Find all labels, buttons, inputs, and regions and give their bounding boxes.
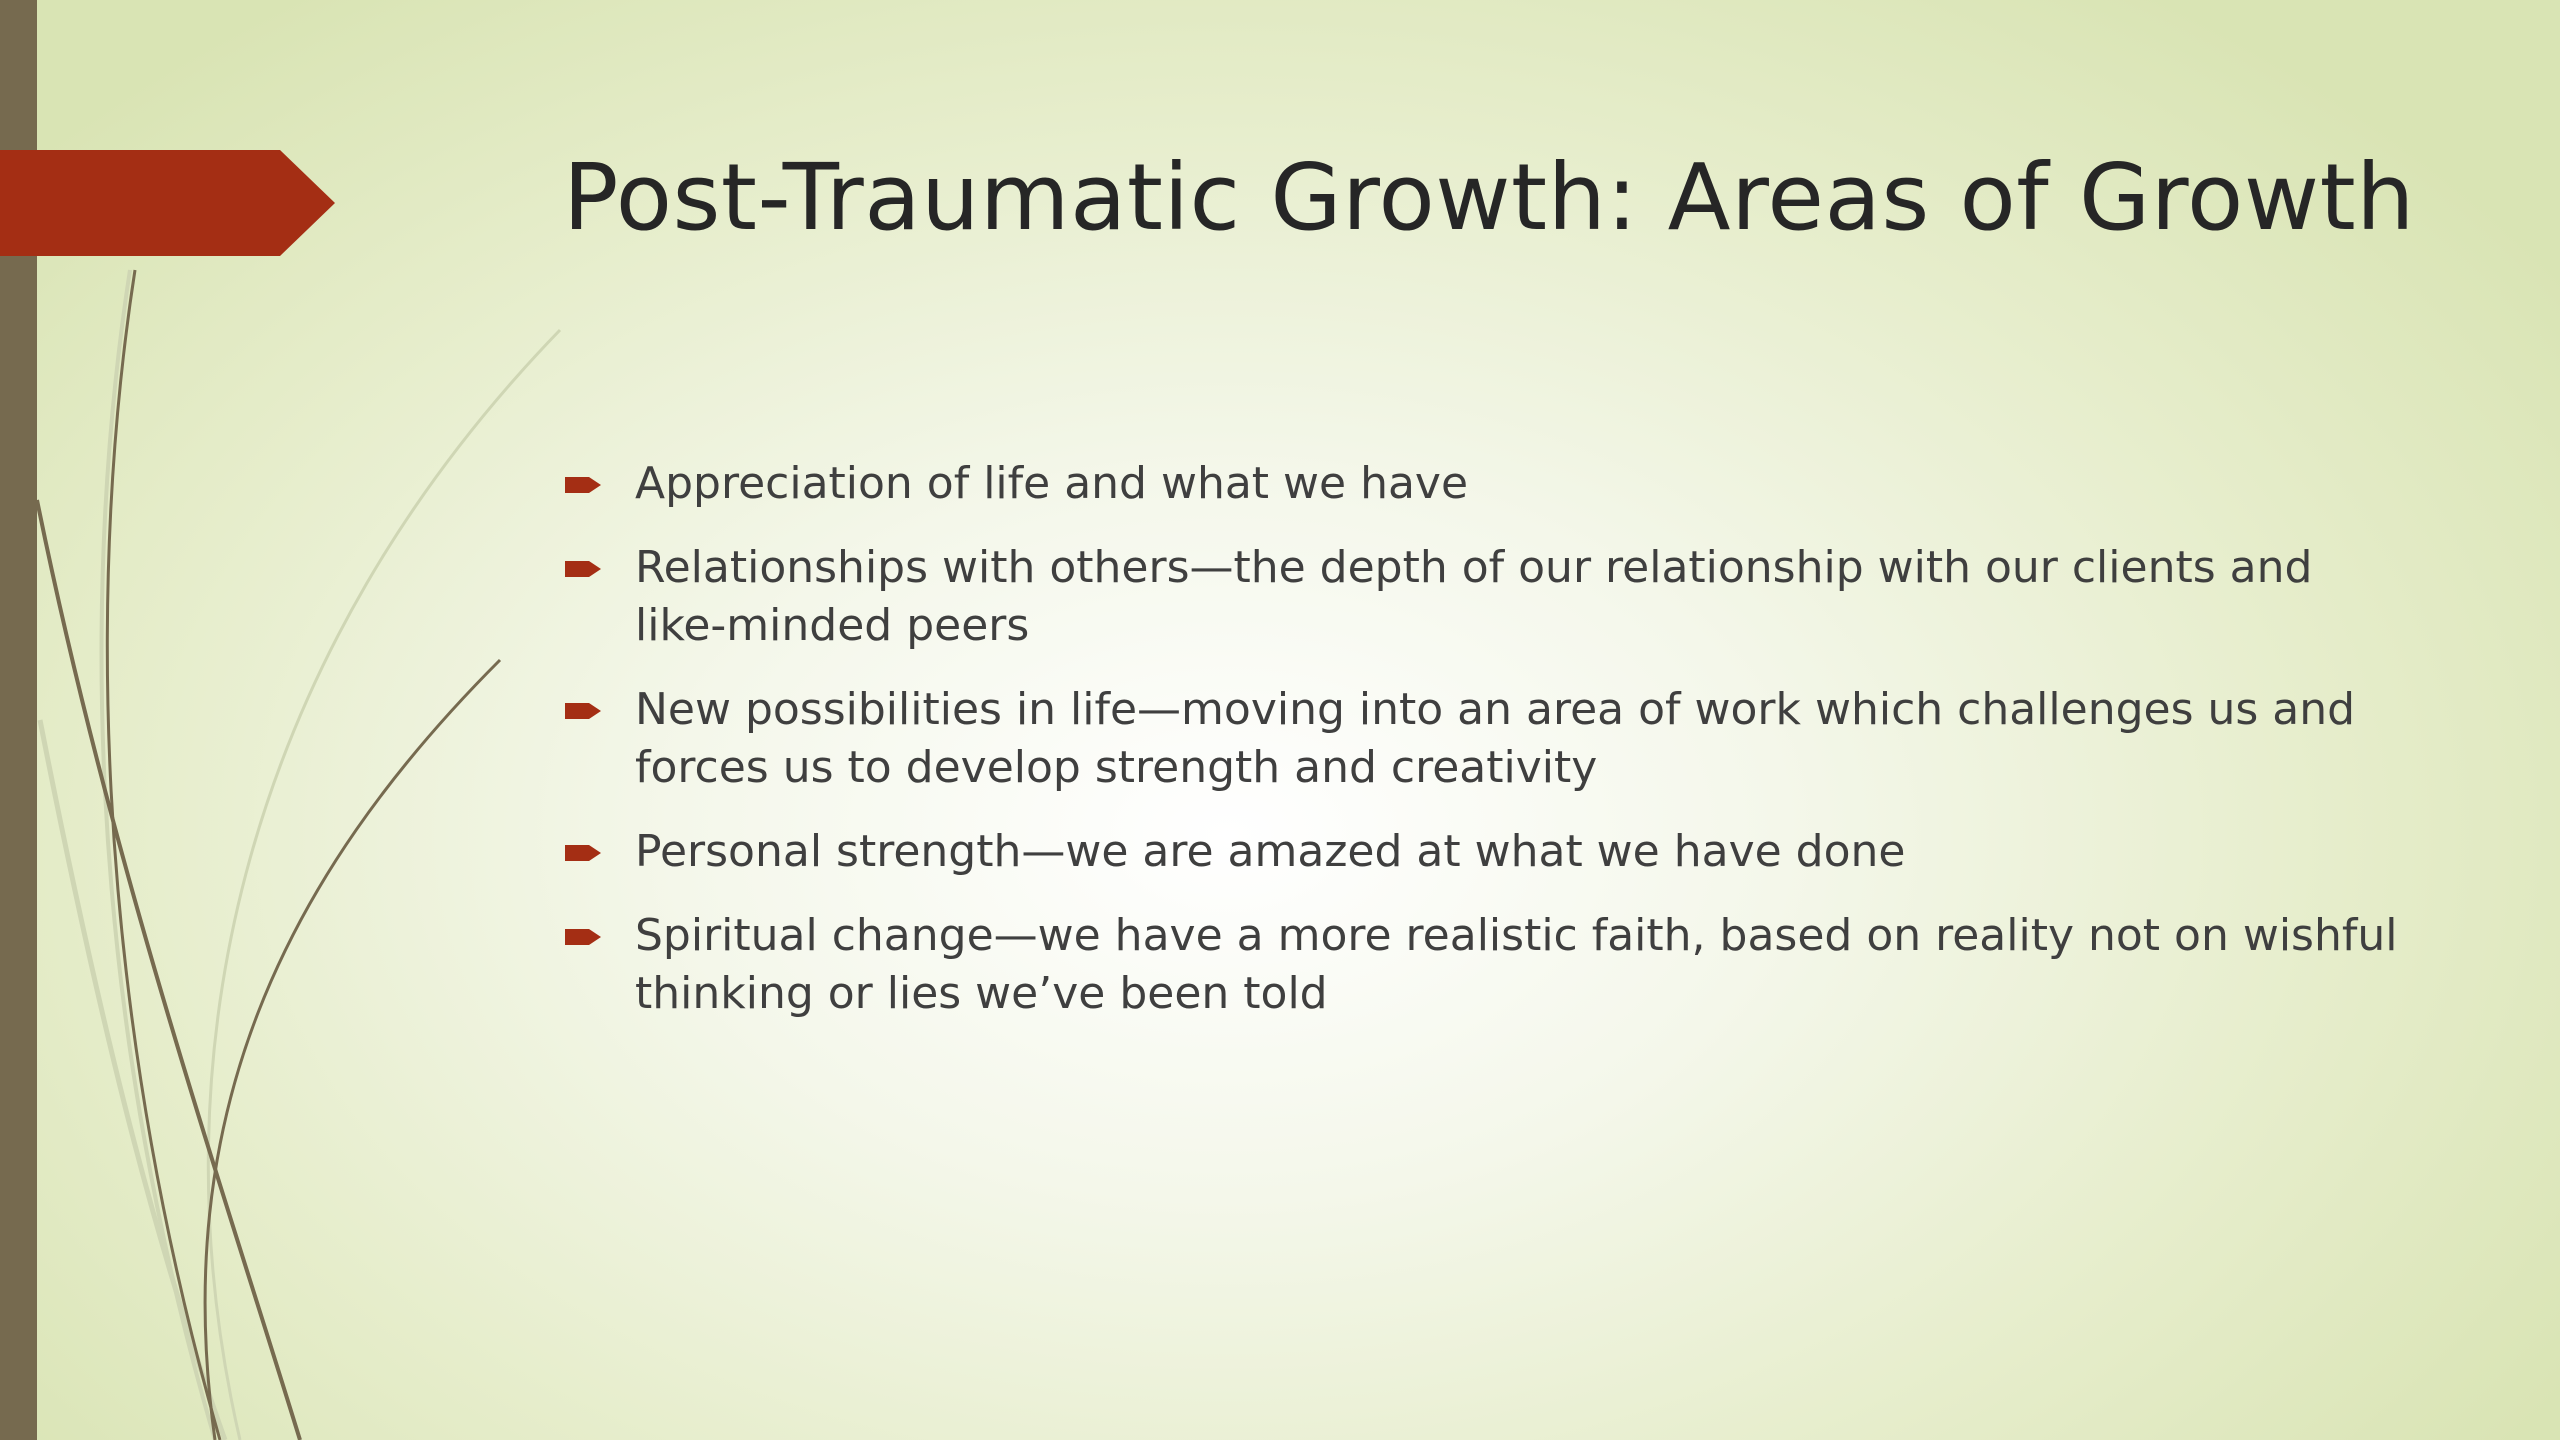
bullet-item bbox=[563, 455, 2413, 513]
bullet-item bbox=[563, 907, 2413, 1023]
bullet-text: New possibilities in life—moving into an area of work which challenges us and forces us to develop strength and creativity bbox=[635, 684, 2356, 793]
bullet-text: Relationships with others—the depth of our relationship with our clients and like-minded peers bbox=[635, 542, 2313, 651]
bullet-item bbox=[563, 681, 2413, 797]
bullet-text: Personal strength—we are amazed at what we have done bbox=[635, 826, 1906, 877]
bullet-list bbox=[563, 455, 2413, 1049]
bullet-text: Spiritual change—we have a more realistic faith, based on reality not on wishful thinking or lies we’ve been told bbox=[635, 910, 2398, 1019]
arrow-bullet-icon bbox=[565, 474, 601, 496]
bullet-item bbox=[563, 823, 2413, 881]
accent-arrow-shape bbox=[0, 150, 335, 256]
arrow-bullet-icon bbox=[565, 842, 601, 864]
arrow-bullet-icon bbox=[565, 926, 601, 948]
arrow-bullet-icon bbox=[565, 558, 601, 580]
arrow-bullet-icon bbox=[565, 700, 601, 722]
bullet-item bbox=[563, 539, 2413, 655]
slide-title: Post-Traumatic Growth: Areas of Growth bbox=[563, 144, 2415, 251]
bullet-text: Appreciation of life and what we have bbox=[635, 458, 1469, 509]
